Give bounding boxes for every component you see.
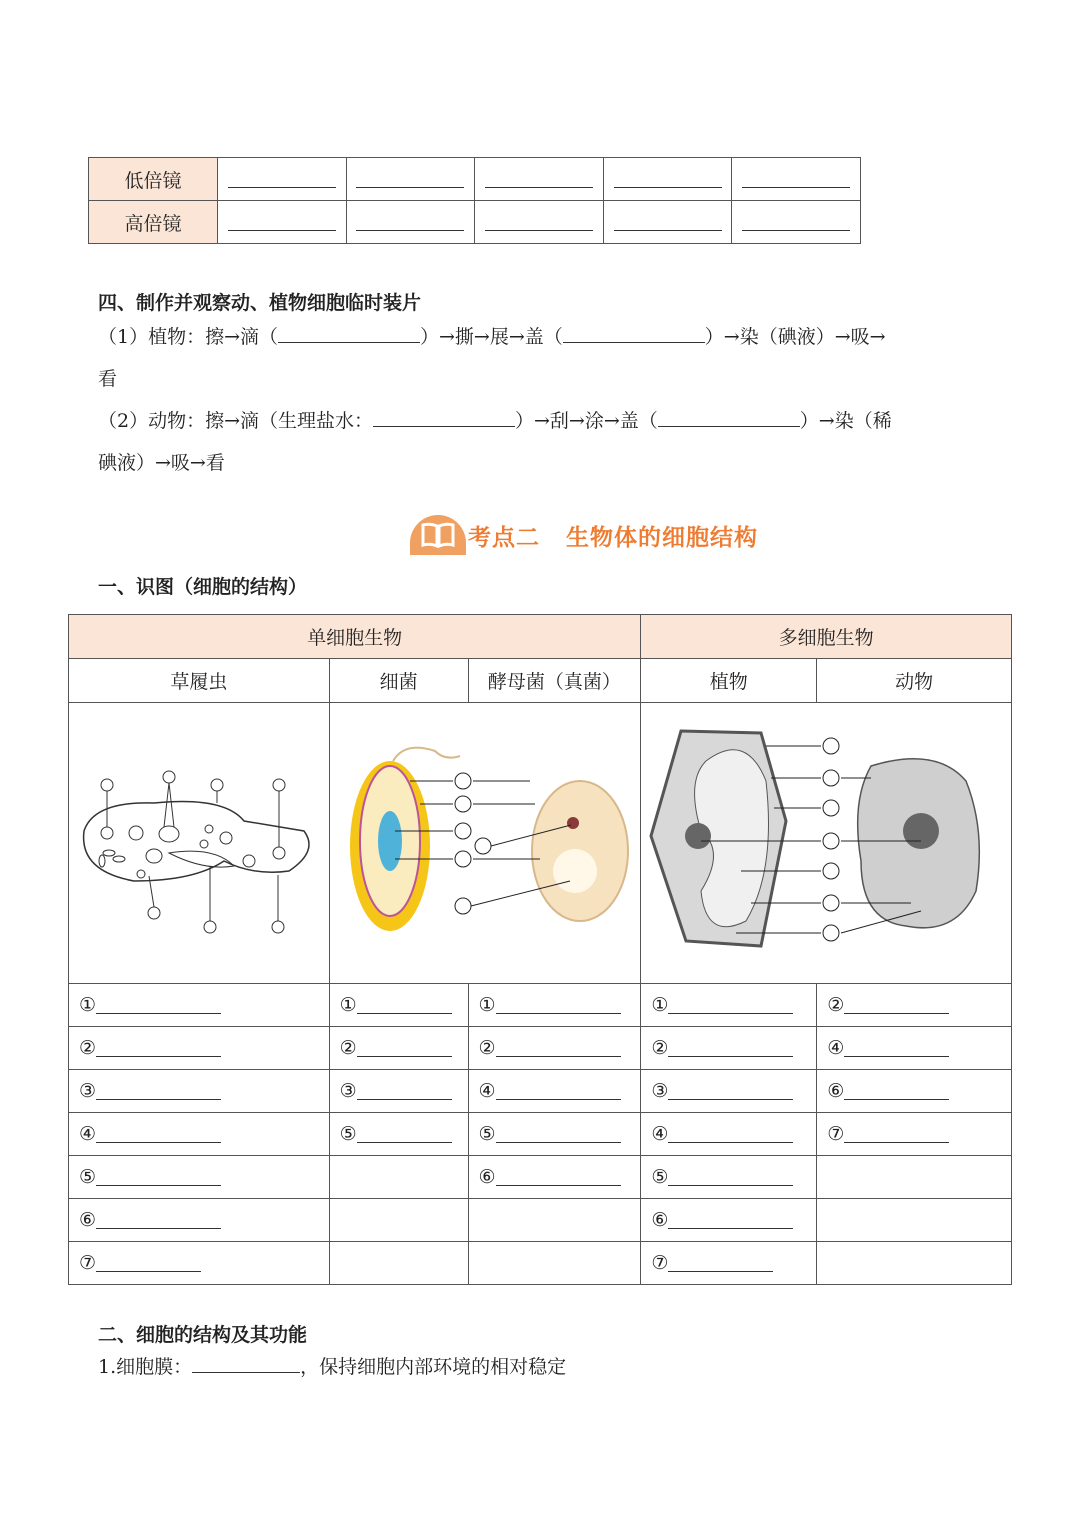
table-row: ⑥ ⑥ [69,1199,1012,1242]
table-row [89,158,861,201]
answer-blank[interactable] [228,216,336,231]
answer-blank[interactable] [485,216,593,231]
column-header: 酵母菌（真菌） [468,659,641,703]
answer-blank[interactable] [844,999,949,1014]
column-header: 草履虫 [69,659,330,703]
answer-blank[interactable] [357,999,452,1014]
section-title: 四、制作并观察动、植物细胞临时装片 [98,292,422,314]
answer-blank[interactable] [563,322,705,343]
answer-blank[interactable] [844,1085,949,1100]
answer-blank[interactable] [658,406,800,427]
answer-blank[interactable] [357,1042,452,1057]
plant-steps-wrap: 看 [98,368,118,390]
answer-blank[interactable] [96,1257,201,1272]
table-row: ① ① ① ① ② [69,984,1012,1027]
answer-blank[interactable] [496,1128,621,1143]
answer-blank[interactable] [668,1128,793,1143]
banner-title: 生物体的细胞结构 [566,524,758,551]
answer-blank[interactable] [496,1085,621,1100]
answer-blank[interactable] [668,1214,793,1229]
answer-blank[interactable] [357,1085,452,1100]
table-row: ③ ③ ④ ③ ⑥ [69,1070,1012,1113]
answer-blank[interactable] [742,216,850,231]
table-row [69,659,1012,703]
section-title: 一、识图（细胞的结构） [98,576,308,598]
bacteria-yeast-diagram [329,703,641,984]
answer-blank[interactable] [356,173,464,188]
answer-blank[interactable] [742,173,850,188]
group-header: 单细胞生物 [69,615,641,659]
answer-blank[interactable] [496,1171,621,1186]
animal-steps: （2）动物：擦→滴（生理盐水： ）→刮→涂→盖（ ）→染（稀 [98,400,892,442]
answer-blank[interactable] [614,173,722,188]
table-row: ⑦ ⑦ [69,1242,1012,1285]
topic-banner [410,513,758,557]
answer-blank[interactable] [96,1171,221,1186]
answer-blank[interactable] [357,1128,452,1143]
column-header: 植物 [641,659,817,703]
banner-label: 考点二 [468,524,540,551]
answer-blank[interactable] [844,1128,949,1143]
answer-blank[interactable] [373,406,515,427]
plant-steps: （1）植物：擦→滴（ ）→撕→展→盖（ ）→染（碘液）→吸→ [98,316,886,358]
answer-blank[interactable] [485,173,593,188]
table-row: ② ② ② ② ④ [69,1027,1012,1070]
answer-blank[interactable] [668,1042,793,1057]
answer-blank[interactable] [496,1042,621,1057]
answer-blank[interactable] [96,1042,221,1057]
answer-blank[interactable] [96,1128,221,1143]
animal-steps-wrap: 碘液）→吸→看 [98,452,225,474]
answer-blank[interactable] [228,173,336,188]
answer-blank[interactable] [668,1257,773,1272]
table-row [69,615,1012,659]
answer-blank[interactable] [278,322,420,343]
answer-blank[interactable] [668,1171,793,1186]
section-title: 二、细胞的结构及其功能 [98,1324,308,1346]
answer-blank[interactable] [496,999,621,1014]
answer-blank[interactable] [356,216,464,231]
answer-blank[interactable] [96,1214,221,1229]
paramecium-diagram [69,703,330,984]
cell-membrane-item: 1.细胞膜： ，保持细胞内部环境的相对稳定 [98,1346,566,1388]
answer-blank[interactable] [96,1085,221,1100]
answer-blank[interactable] [844,1042,949,1057]
table-row [69,703,1012,984]
answer-blank[interactable] [192,1352,300,1373]
answer-blank[interactable] [668,1085,793,1100]
book-icon [410,515,466,555]
table-row: ④ ⑤ ⑤ ④ ⑦ [69,1113,1012,1156]
cell-structure-table [68,614,1012,1285]
plant-animal-diagram [641,703,1012,984]
column-header: 动物 [817,659,1012,703]
group-header: 多细胞生物 [641,615,1012,659]
row-label: 低倍镜 [89,158,218,201]
table-row [89,201,861,244]
column-header: 细菌 [329,659,468,703]
table-row: ⑤ ⑥ ⑤ [69,1156,1012,1199]
answer-blank[interactable] [96,999,221,1014]
answer-blank[interactable] [614,216,722,231]
answer-blank[interactable] [668,999,793,1014]
magnification-table [88,157,861,244]
row-label: 高倍镜 [89,201,218,244]
